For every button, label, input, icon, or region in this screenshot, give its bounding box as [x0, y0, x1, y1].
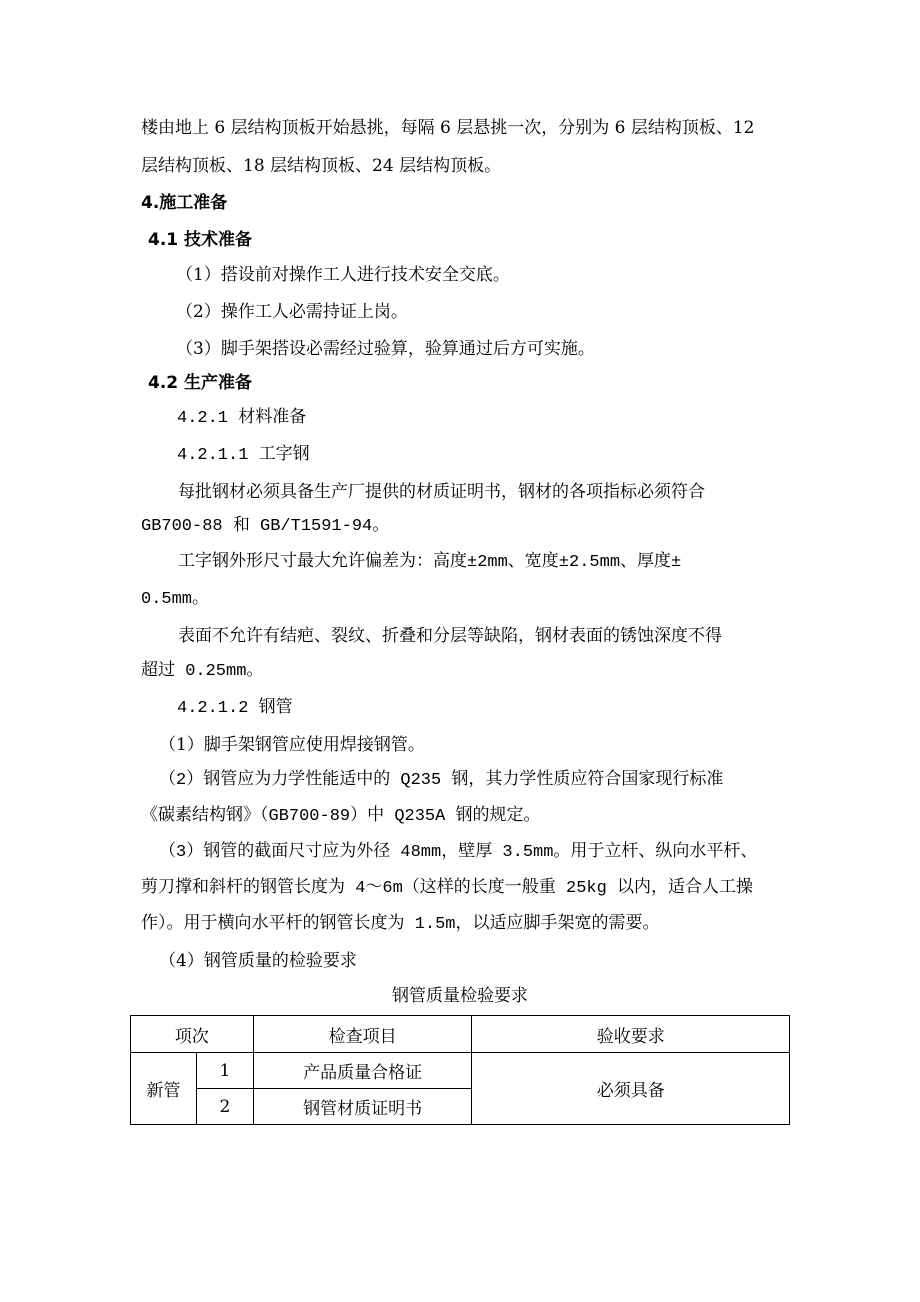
steel-tolerance-line-2: 0.5mm。	[141, 590, 210, 609]
row-check-item: 钢管材质证明书	[253, 1089, 472, 1125]
header-acceptance: 验收要求	[472, 1016, 790, 1053]
row-number: 2	[196, 1089, 253, 1125]
steel-tolerance-line-1: 工字钢外形尺寸最大允许偏差为：高度±2mm、宽度±2.5mm、厚度±	[178, 553, 682, 572]
section-4-2-1-2-heading: 4.2.1.2 钢管	[177, 699, 293, 718]
section-4-2-1-heading: 4.2.1 材料准备	[177, 409, 307, 428]
intro-line-2: 层结构顶板、18 层结构顶板、24 层结构顶板。	[141, 156, 502, 176]
steel-cert-line-2: GB700-88 和 GB/T1591-94。	[141, 517, 390, 536]
pipe-item-1: （1）脚手架钢管应使用焊接钢管。	[159, 735, 425, 755]
steel-surface-line-1: 表面不允许有结疤、裂纹、折叠和分层等缺陷，钢材表面的锈蚀深度不得	[178, 626, 722, 646]
row-check-item: 产品质量合格证	[253, 1053, 472, 1089]
steel-surface-line-2: 超过 0.25mm。	[141, 662, 264, 681]
table-header-row	[131, 1016, 790, 1053]
steel-cert-line-1: 每批钢材必须具备生产厂提供的材质证明书，钢材的各项指标必须符合	[178, 482, 705, 502]
pipe-item-3-line-2: 剪刀撑和斜杆的钢管长度为 4～6m（这样的长度一般重 25kg 以内，适合人工操	[141, 879, 754, 898]
tech-prep-item-2: （2）操作工人必需持证上岗。	[176, 302, 408, 322]
table-caption: 钢管质量检验要求	[392, 986, 528, 1006]
pipe-item-2-line-2: 《碳素结构钢》（GB700-89）中 Q235A 钢的规定。	[141, 807, 541, 826]
pipe-item-4: （4）钢管质量的检验要求	[159, 951, 357, 971]
row-number: 1	[196, 1053, 253, 1089]
group-label-new-pipe: 新管	[131, 1053, 197, 1125]
pipe-item-3-line-3: 作）。用于横向水平杆的钢管长度为 1.5m，以适应脚手架宽的需要。	[141, 915, 660, 934]
section-4-heading: 4.施工准备	[141, 193, 228, 213]
intro-line-1: 楼由地上 6 层结构顶板开始悬挑，每隔 6 层悬挑一次，分别为 6 层结构顶板、12	[141, 118, 755, 138]
tech-prep-item-1: （1）搭设前对操作工人进行技术安全交底。	[176, 265, 510, 285]
tech-prep-item-3: （3）脚手架搭设必需经过验算，验算通过后方可实施。	[176, 339, 595, 359]
section-4-2-1-1-heading: 4.2.1.1 工字钢	[177, 446, 310, 465]
row-requirement: 必须具备	[472, 1053, 790, 1125]
header-check-item: 检查项目	[253, 1016, 472, 1053]
pipe-item-2-line-1: （2）钢管应为力学性能适中的 Q235 钢，其力学性质应符合国家现行标准	[159, 771, 724, 790]
section-4-1-heading: 4.1 技术准备	[148, 230, 253, 250]
header-item-no: 项次	[131, 1016, 254, 1053]
pipe-inspection-table	[130, 1015, 790, 1125]
table-row	[131, 1053, 790, 1089]
section-4-2-heading: 4.2 生产准备	[148, 373, 253, 393]
pipe-item-3-line-1: （3）钢管的截面尺寸应为外径 48mm，壁厚 3.5mm。用于立杆、纵向水平杆、	[159, 843, 758, 862]
